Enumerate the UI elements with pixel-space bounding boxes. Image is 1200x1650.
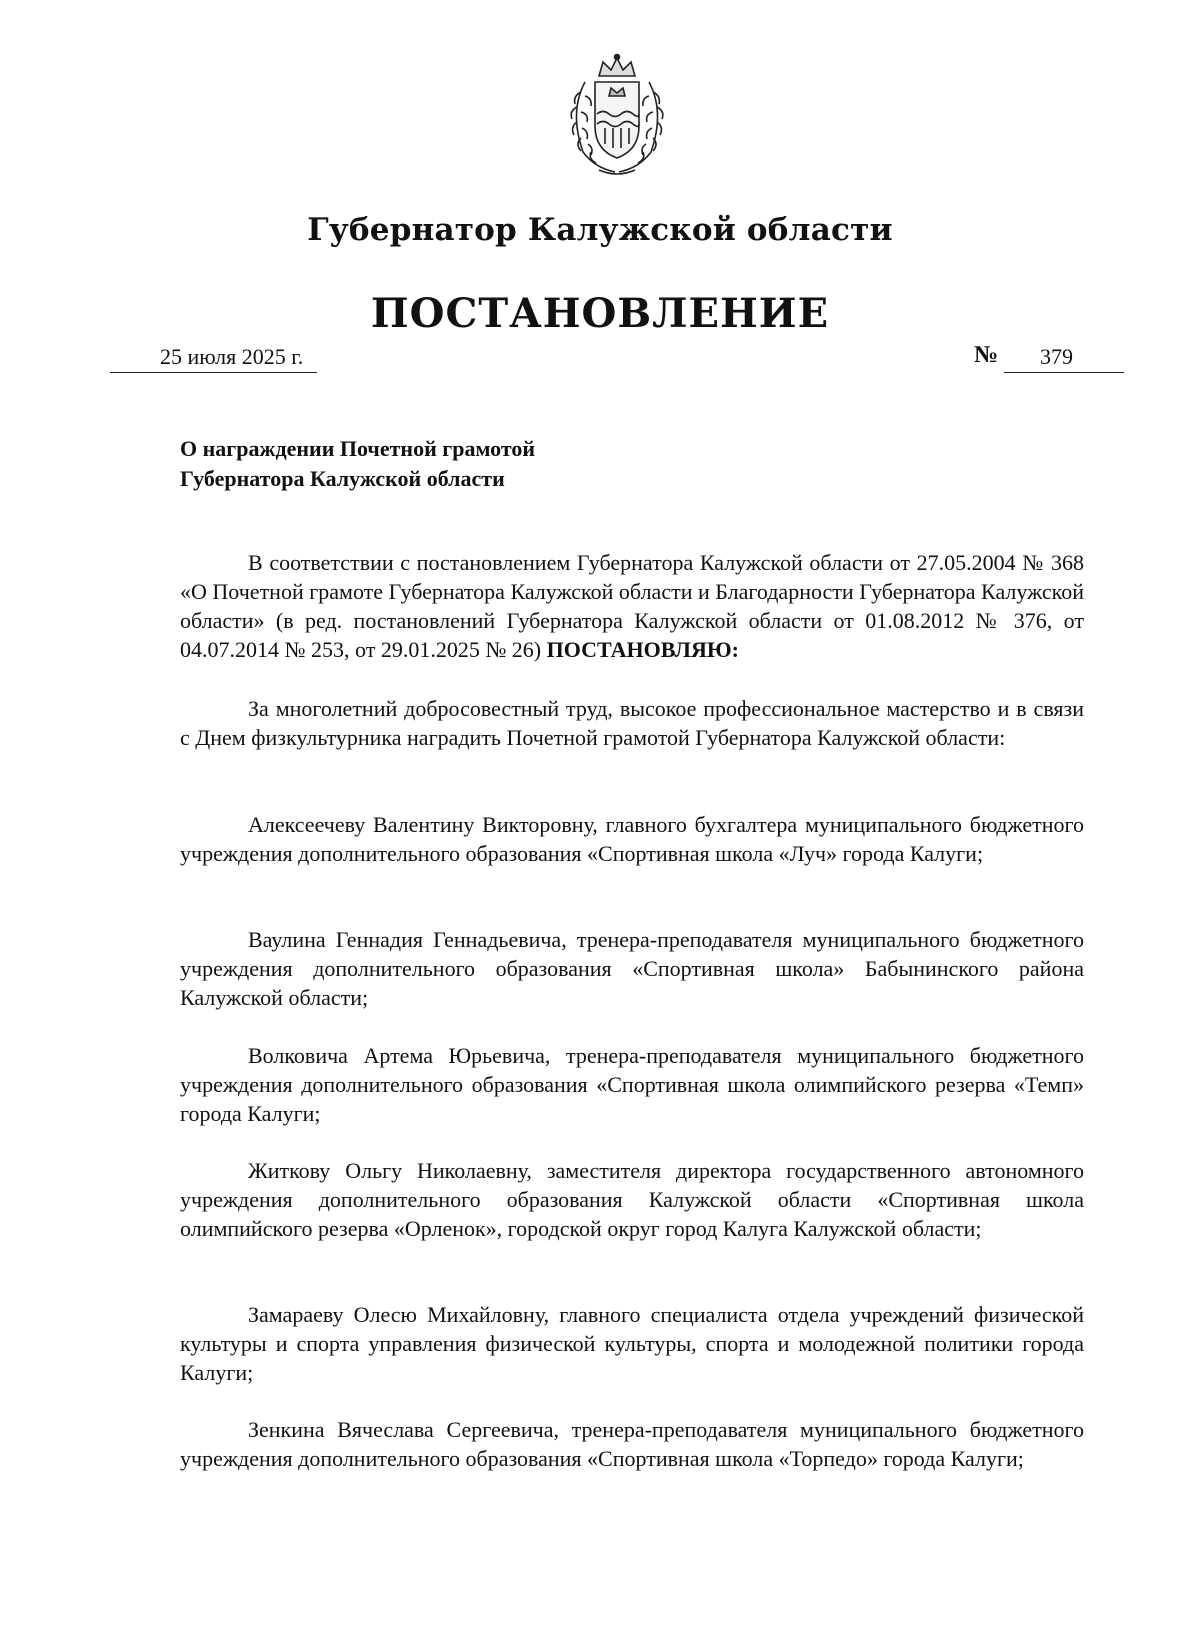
subject-line-1: О награждении Почетной грамотой: [180, 436, 536, 461]
authority-title: Губернатор Калужской области: [307, 212, 893, 248]
recipient-paragraph: [180, 1415, 1084, 1473]
decree-text: За многолетний добросовестный труд, высокое профессиональное мастерство и в связи с Днем физкультурника наградить Почетной грамотой Губернатора Калужской области:: [180, 696, 1084, 750]
preamble-paragraph: [180, 548, 1084, 664]
decree-keyword: ПОСТАНОВЛЯЮ:: [546, 637, 739, 662]
recipient-text: Зенкина Вячеслава Сергеевича, тренера-преподавателя муниципального бюджетного учреждения дополнительного образования «Спортивная школа «Торпедо» города Калуги;: [180, 1417, 1084, 1471]
recipient-text: Алексеечеву Валентину Викторовну, главного бухгалтера муниципального бюджетного учреждения дополнительного образования «Спортивная школа «Луч» города Калуги;: [180, 812, 1084, 866]
coat-of-arms-icon: [555, 52, 679, 178]
recipient-paragraph: [180, 925, 1084, 1012]
recipient-paragraph: [180, 1041, 1084, 1128]
recipient-text: Ваулина Геннадия Геннадьевича, тренера-преподавателя муниципального бюджетного учреждения дополнительного образования «Спортивная школа» Бабынинского района Калужской области;: [180, 927, 1084, 1010]
document-type-title: ПОСТАНОВЛЕНИЕ: [370, 290, 830, 337]
subject-line-2: Губернатора Калужской области: [180, 466, 505, 491]
recipient-text: Замараеву Олесю Михайловну, главного специалиста отдела учреждений физической культуры и спорта управления физической культуры, спорта и молодежной политики города Калуги;: [180, 1302, 1084, 1385]
recipient-paragraph: [180, 1300, 1084, 1387]
recipient-paragraph: [180, 1156, 1084, 1243]
number-label: №: [974, 342, 999, 368]
document-number: 379: [1040, 344, 1073, 369]
recipient-paragraph: [180, 810, 1084, 868]
preamble-text: В соответствии с постановлением Губернатора Калужской области от 27.05.2004 № 368 «О Почетной грамоте Губернатора Калужской области и Благодарности Губернатора Калужской области» (в ред. постановлений Губернатора Калужской области от 01.08.2012 № 376, от 04.07.2014 № 253, от 29.01.2025 № 26): [180, 550, 1084, 662]
document-date-field: [110, 344, 317, 373]
document-number-field: [1004, 344, 1124, 373]
decree-paragraph: [180, 694, 1084, 752]
recipient-text: Житкову Ольгу Николаевну, заместителя директора государственного автономного учреждения дополнительного образования Калужской области «Спортивная школа олимпийского резерва «Орленок», городской округ город Калуга Калужской области;: [180, 1158, 1084, 1241]
recipient-text: Волковича Артема Юрьевича, тренера-преподавателя муниципального бюджетного учреждения дополнительного образования «Спортивная школа олимпийского резерва «Темп» города Калуги;: [180, 1043, 1084, 1126]
document-subject: [180, 434, 535, 494]
document-date: 25 июля 2025 г.: [160, 344, 304, 369]
